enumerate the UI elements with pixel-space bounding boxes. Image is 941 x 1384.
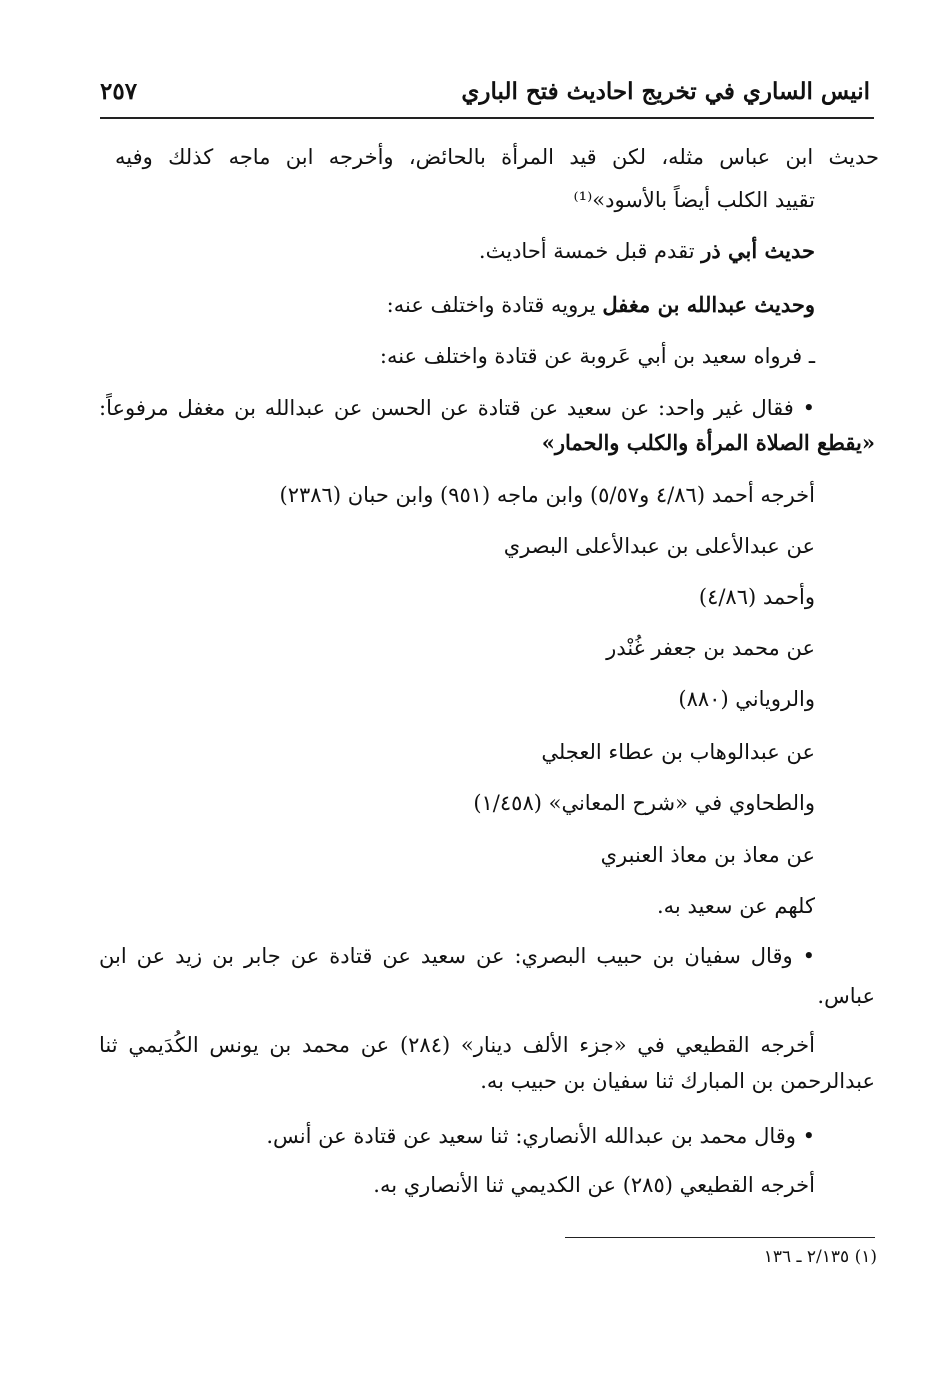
page-header [100,72,870,112]
body-line: عبدالرحمن بن المبارك ثنا سفيان بن حبيب به. [480,1069,875,1093]
body-line: حديث ابن عباس مثله، لكن قيد المرأة بالحائض، وأخرجه ابن ماجه كذلك وفيه [115,145,879,169]
body-line: • وقال سفيان بن حبيب البصري: عن سعيد عن قتادة عن جابر بن زيد عن ابن [99,944,815,968]
page-number: ٢٥٧ [100,78,138,105]
body-line: ـ فرواه سعيد بن أبي عَروبة عن قتادة واختلف عنه: [379,344,815,368]
body-line: • وقال محمد بن عبدالله الأنصاري: ثنا سعيد عن قتادة عن أنس. [266,1124,815,1148]
header-rule [100,117,874,119]
body-text: يرويه قتادة واختلف عنه: [386,293,603,317]
body-line: عن معاذ بن معاذ العنبري [600,843,815,867]
body-line: • فقال غير واحد: عن سعيد عن قتادة عن الحسن عن عبدالله بن مغفل مرفوعاً: [99,396,815,420]
hadith-heading: حديث أبي ذر [701,238,815,263]
body-line: عباس. [817,984,875,1008]
running-title: انيس الساري في تخريج احاديث فتح الباري [461,78,870,105]
body-line: عن محمد بن جعفر غُنْدر [606,636,815,660]
body-line: كلهم عن سعيد به. [656,894,815,918]
body-line: أخرجه القطيعي في «جزء الألف دينار» (٢٨٤) عن محمد بن يونس الكُدَيمي ثنا [99,1033,815,1057]
body-line: تقييد الكلب أيضاً بالأسود»⁽¹⁾ [573,188,815,212]
body-line: أخرجه أحمد (٤/٨٦ و٥/٥٧) وابن ماجه (٩٥١) وابن حبان (٢٣٨٦) [279,483,815,507]
body-line: وأحمد (٤/٨٦) [698,585,815,609]
footnote: (١) ٢/١٣٥ ـ ١٣٦ [763,1247,877,1267]
body-line: أخرجه القطيعي (٢٨٥) عن الكديمي ثنا الأنصاري به. [373,1173,815,1197]
hadith-heading: وحديث عبدالله بن مغفل [602,292,815,317]
footnote-rule [565,1237,875,1238]
body-line: والروياني (٨٨٠) [678,687,815,711]
body-line [387,290,815,320]
hadith-text: «يقطع الصلاة المرأة والكلب والحمار» [541,430,875,455]
body-line: عن عبدالأعلى بن عبدالأعلى البصري [503,534,815,558]
body-text: تقدم قبل خمسة أحاديث. [478,239,702,263]
body-line: والطحاوي في «شرح المعاني» (١/٤٥٨) [473,791,815,815]
body-line [479,236,815,266]
body-line: عن عبدالوهاب بن عطاء العجلي [541,740,815,764]
